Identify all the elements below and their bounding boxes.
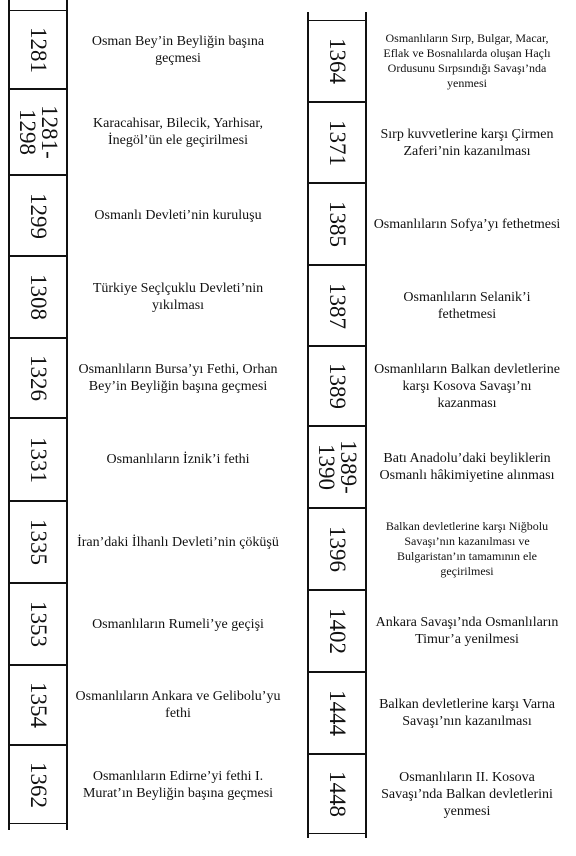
event-text: Osmanlıların Balkan devletlerine karşı Kosova Savaşı’nı kazanması [374, 361, 560, 411]
timeline-row [307, 102, 567, 183]
year-label: 1281 [26, 26, 51, 73]
event-text: Osmanlı Devleti’nin kuruluşu [94, 208, 262, 223]
timeline-row [8, 745, 288, 824]
year-label: 1387 [325, 282, 350, 329]
event-text: Balkan devletlerine karşı Niğbolu Savaşı’nın kazanılması ve Bulgaristan’ın tamamının ele geçirilmesi [385, 519, 549, 578]
timeline-row [307, 426, 567, 508]
event-text: Osmanlıların Edirne’yi fethi I. Murat’ın Beyliğin başına geçmesi [82, 768, 274, 801]
event-text: Balkan devletlerine karşı Varna Savaşı’nın kazanılması [379, 697, 555, 729]
event-text: Karacahisar, Bilecik, Yarhisar, İnegöl’ün ele geçirilmesi [93, 116, 263, 148]
year-label: 1396 [325, 526, 350, 572]
year-box [307, 754, 367, 834]
year-box [307, 590, 367, 672]
year-box [307, 508, 367, 590]
timeline-row [307, 754, 567, 834]
year-label: 1402 [325, 608, 350, 654]
year-box [8, 338, 68, 418]
year-box [8, 10, 68, 89]
year-label: 1385 [325, 201, 350, 247]
timeline-row [8, 418, 288, 501]
year-box [307, 265, 367, 346]
event-text: İran’daki İlhanlı Devleti’nin çöküşü [77, 534, 279, 550]
timeline-row [8, 583, 288, 665]
event-text: Osman Bey’in Beyliğin başına geçmesi [91, 33, 265, 66]
timeline-row [8, 665, 288, 745]
year-box [307, 183, 367, 265]
event-text: Osmanlıların Sofya’yı fethetmesi [373, 216, 561, 232]
year-box [8, 89, 68, 175]
year-box [8, 175, 68, 256]
year-label: 1308 [26, 274, 51, 320]
event-text: Batı Anadolu’daki beyliklerin Osmanlı hâkimiyetine alınması [379, 451, 555, 483]
event-text: Osmanlıların Bursa’yı Fethi, Orhan Bey’in Beyliğin başına geçmesi [78, 362, 278, 394]
year-box [8, 256, 68, 338]
timeline-row [8, 256, 288, 338]
event-text: Osmanlıların Sırp, Bulgar, Macar, Eflak ve Bosnalılarda oluşan Haçlı Ordusunu Sırpsındığı Savaşı’nda yenmesi [383, 31, 551, 90]
year-label: 1364 [325, 38, 350, 84]
timeline-row [8, 89, 288, 175]
year-box [8, 418, 68, 501]
timeline-row [307, 508, 567, 590]
event-text: Türkiye Seçlçuklu Devleti’nin yıkılması [92, 281, 264, 313]
event-text: Osmanlıların Rumeli’ye geçişi [92, 616, 264, 632]
year-box [307, 426, 367, 508]
year-label: 1326 [26, 355, 51, 401]
year-label: 1354 [26, 682, 51, 728]
event-text: Osmanlıların İznik’i fethi [106, 452, 250, 467]
year-box [8, 501, 68, 583]
year-label: 1353 [26, 601, 51, 647]
year-label: 1389- 1390 [313, 440, 361, 494]
timeline-row [307, 590, 567, 672]
timeline-row [307, 672, 567, 754]
year-label: 1444 [325, 690, 350, 736]
timeline-row [8, 338, 288, 418]
year-label: 1281- 1298 [14, 105, 62, 159]
year-label: 1299 [26, 192, 51, 239]
event-text: Ankara Savaşı’nda Osmanlıların Timur’a yenilmesi [375, 615, 559, 647]
timeline-row [307, 265, 567, 346]
year-label: 1331 [26, 436, 51, 483]
event-text: Osmanlıların Ankara ve Gelibolu’yu fethi [75, 689, 281, 721]
year-box [307, 20, 367, 102]
year-label: 1335 [26, 519, 51, 565]
year-label: 1448 [325, 771, 350, 817]
event-text: Sırp kuvvetlerine karşı Çirmen Zaferi’nin kazanılması [380, 126, 554, 159]
timeline-row [8, 10, 288, 89]
timeline-row [307, 346, 567, 426]
year-box [8, 745, 68, 824]
year-label: 1371 [325, 119, 350, 166]
timeline-row [8, 175, 288, 256]
timeline-row [307, 183, 567, 265]
timeline-row [8, 501, 288, 583]
year-box [307, 346, 367, 426]
year-box [307, 672, 367, 754]
timeline-row [307, 20, 567, 102]
event-text: Osmanlıların II. Kosova Savaşı’nda Balkan devletlerini yenmesi [381, 769, 553, 819]
year-label: 1389 [325, 363, 350, 409]
event-text: Osmanlıların Selanik’i fethetmesi [403, 289, 531, 322]
year-box [307, 102, 367, 183]
year-box [8, 583, 68, 665]
year-box [8, 665, 68, 745]
year-label: 1362 [26, 761, 51, 808]
